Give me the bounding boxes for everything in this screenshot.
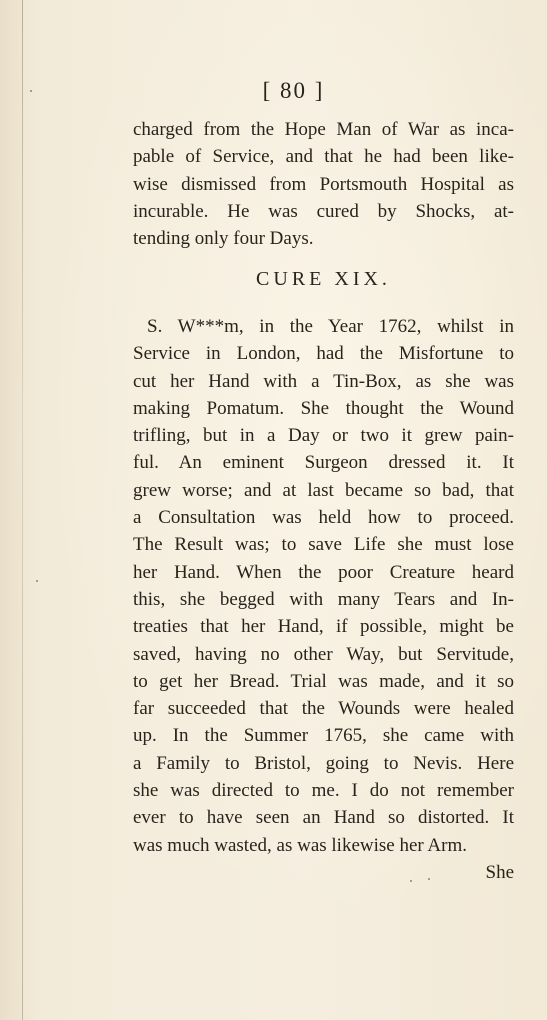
text-line: charged from the Hope Man of War as inca-	[133, 119, 514, 140]
catchword: She	[485, 861, 514, 883]
text-line: a Family to Bristol, going to Nevis. Here	[133, 752, 514, 774]
text-line: tending only four Days.	[133, 228, 314, 250]
text-line: a Consultation was held how to proceed.	[133, 507, 514, 529]
text-line: incurable. He was cured by Shocks, at-	[133, 200, 514, 222]
text-line: to get her Bread. Trial was made, and it so	[133, 670, 514, 692]
text-line: ful. An eminent Surgeon dressed it. It	[133, 452, 514, 474]
paper-speck	[428, 878, 430, 880]
text-line: trifling, but in a Day or two it grew pain-	[133, 425, 514, 447]
text-line: pable of Service, and that he had been like-	[133, 146, 514, 168]
text-line: treaties that her Hand, if possible, might be	[133, 616, 514, 638]
page-number: [ 80 ]	[262, 78, 325, 103]
text-line: grew worse; and at last became so bad, that	[133, 479, 514, 501]
text-line: Service in London, had the Misfortune to	[133, 343, 514, 365]
text-line: cut her Hand with a Tin-Box, as she was	[133, 370, 514, 392]
paragraph-1	[133, 116, 514, 252]
text-line: up. In the Summer 1765, she came with	[133, 725, 514, 747]
text-line: The Result was; to save Life she must lose	[133, 534, 514, 556]
paper-speck	[410, 880, 412, 882]
text-line: S. W***m, in the Year 1762, whilst in	[147, 316, 514, 337]
text-line: saved, having no other Way, but Servitude,	[133, 643, 514, 665]
binding-gutter	[22, 0, 23, 1020]
text-line: this, she begged with many Tears and In-	[133, 588, 514, 610]
paragraph-2	[133, 313, 514, 886]
text-line: ever to have seen an Hand so distorted. It	[133, 807, 514, 829]
text-line: making Pomatum. She thought the Wound	[133, 397, 514, 419]
text-line: she was directed to me. I do not remember	[133, 780, 514, 802]
text-line: far succeeded that the Wounds were healed	[133, 698, 514, 720]
text-line: her Hand. When the poor Creature heard	[133, 561, 514, 583]
paper-speck	[36, 580, 38, 582]
text-line: wise dismissed from Portsmouth Hospital as	[133, 173, 514, 195]
text-line: was much wasted, as was likewise her Arm.	[133, 834, 468, 856]
section-heading: CURE XIX.	[256, 268, 391, 290]
paper-speck	[30, 90, 32, 92]
